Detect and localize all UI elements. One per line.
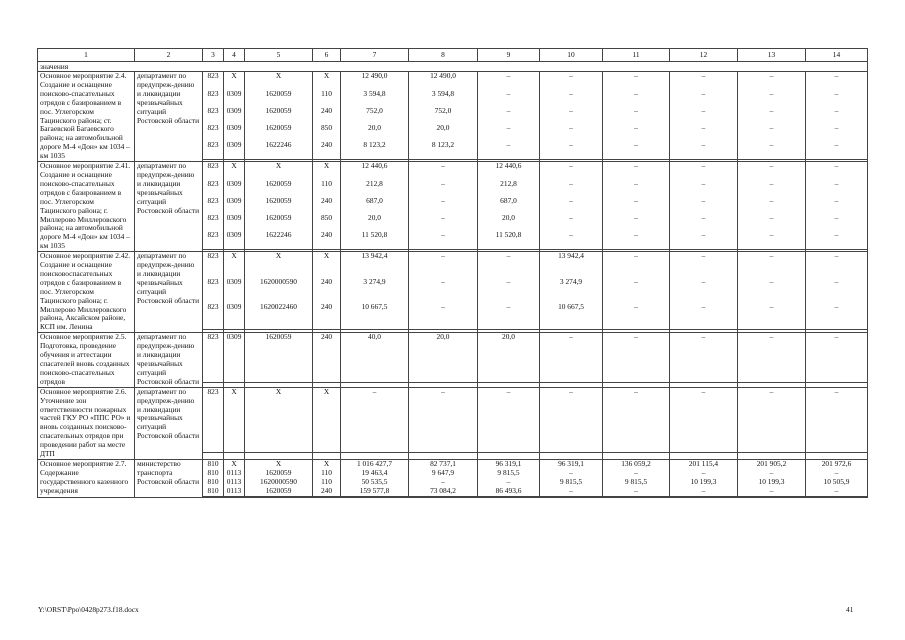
value-cell: 1620059: [245, 197, 313, 214]
value-cell: 10 199,3: [670, 478, 738, 487]
measure-description: Основное мероприятие 2.42. Создание и оснащение поисковоспасательных отрядов с базированием в пос. Углегорском Тацинского района; г. Миллерово Миллеровского района, Аксайском районе, КСП им. Ленина: [38, 252, 135, 333]
value-cell: –: [806, 387, 868, 453]
value-cell: 40,0: [341, 333, 409, 382]
value-cell: –: [540, 162, 603, 180]
value-cell: 0309: [224, 90, 245, 107]
value-cell: 240: [313, 197, 341, 214]
value-cell: 20,0: [341, 124, 409, 141]
executor: министерство транспорта Ростовской области: [135, 459, 203, 497]
measure-description: Основное мероприятие 2.7. Содержание государственного казенного учреждения: [38, 459, 135, 497]
value-cell: 240: [313, 141, 341, 159]
value-cell: 82 737,1: [409, 459, 478, 468]
value-cell: –: [670, 469, 738, 478]
table-row: [38, 387, 868, 453]
value-cell: –: [540, 214, 603, 231]
value-cell: 20,0: [478, 333, 540, 382]
value-cell: –: [478, 387, 540, 453]
value-cell: Х: [224, 162, 245, 180]
value-cell: 823: [203, 387, 224, 453]
value-cell: –: [603, 333, 670, 382]
value-cell: –: [738, 303, 806, 330]
value-cell: –: [806, 231, 868, 249]
value-cell: 0309: [224, 214, 245, 231]
value-cell: 110: [313, 478, 341, 487]
executor: департамент по предупреж-дению и ликвидации чрезвычайных ситуаций Ростовской области: [135, 333, 203, 387]
value-cell: 240: [313, 231, 341, 249]
value-cell: 3 594,8: [409, 90, 478, 107]
value-cell: –: [540, 387, 603, 453]
value-cell: 850: [313, 214, 341, 231]
value-cell: 9 647,9: [409, 469, 478, 478]
value-cell: –: [806, 197, 868, 214]
column-number: 10: [540, 49, 603, 62]
value-cell: 0309: [224, 231, 245, 249]
executor: департамент по предупреж-дению и ликвидации чрезвычайных ситуаций Ростовской области: [135, 72, 203, 162]
filler-cell: [203, 453, 224, 460]
executor: департамент по предупреж-дению и ликвидации чрезвычайных ситуаций Ростовской области: [135, 162, 203, 252]
value-cell: 823: [203, 107, 224, 124]
value-cell: –: [540, 90, 603, 107]
continuation-row: [38, 62, 868, 72]
value-cell: –: [806, 469, 868, 478]
value-cell: –: [540, 197, 603, 214]
table-body: [38, 62, 868, 498]
value-cell: –: [603, 252, 670, 279]
value-cell: –: [670, 107, 738, 124]
value-cell: 12 440,6: [341, 162, 409, 180]
value-cell: Х: [245, 162, 313, 180]
value-cell: –: [409, 180, 478, 197]
filler-cell: [341, 453, 409, 460]
value-cell: –: [603, 231, 670, 249]
value-cell: 1620059: [245, 333, 313, 382]
value-cell: 10 667,5: [540, 303, 603, 330]
value-cell: –: [540, 107, 603, 124]
filler-cell: [603, 496, 670, 497]
filler-cell: [478, 496, 540, 497]
value-cell: Х: [313, 162, 341, 180]
value-cell: 9 815,5: [540, 478, 603, 487]
budget-table: [37, 48, 868, 498]
value-cell: –: [738, 231, 806, 249]
value-cell: –: [806, 487, 868, 496]
value-cell: 823: [203, 333, 224, 382]
table-row: [38, 333, 868, 382]
table-row: [38, 162, 868, 180]
value-cell: –: [341, 387, 409, 453]
value-cell: –: [603, 72, 670, 90]
value-cell: 810: [203, 459, 224, 468]
filler-cell: [806, 496, 868, 497]
measure-description: Основное мероприятие 2.5. Подготовка, проведение обучения и аттестации спасателей вновь созданных поисково-спасательных отрядов: [38, 333, 135, 387]
value-cell: –: [478, 278, 540, 303]
value-cell: –: [540, 487, 603, 496]
value-cell: –: [738, 197, 806, 214]
value-cell: 20,0: [341, 214, 409, 231]
value-cell: –: [478, 72, 540, 90]
value-cell: –: [409, 231, 478, 249]
value-cell: 810: [203, 469, 224, 478]
value-cell: –: [603, 180, 670, 197]
filler-cell: [409, 496, 478, 497]
value-cell: 240: [313, 303, 341, 330]
value-cell: 823: [203, 124, 224, 141]
column-number-row: [38, 49, 868, 62]
column-number: 6: [313, 49, 341, 62]
value-cell: –: [806, 141, 868, 159]
value-cell: 20,0: [409, 124, 478, 141]
value-cell: 823: [203, 180, 224, 197]
value-cell: –: [738, 333, 806, 382]
filler-cell: [478, 453, 540, 460]
value-cell: Х: [245, 459, 313, 468]
value-cell: 10 667,5: [341, 303, 409, 330]
value-cell: 201 905,2: [738, 459, 806, 468]
value-cell: –: [738, 107, 806, 124]
value-cell: 11 520,8: [478, 231, 540, 249]
value-cell: 240: [313, 487, 341, 496]
value-cell: 12 440,6: [478, 162, 540, 180]
filler-cell: [603, 453, 670, 460]
value-cell: 1622246: [245, 231, 313, 249]
value-cell: 0309: [224, 107, 245, 124]
value-cell: Х: [313, 459, 341, 468]
executor: департамент по предупреж-дению и ликвидации чрезвычайных ситуаций Ростовской области: [135, 252, 203, 333]
value-cell: 86 493,6: [478, 487, 540, 496]
column-number: 5: [245, 49, 313, 62]
value-cell: –: [738, 214, 806, 231]
value-cell: –: [603, 303, 670, 330]
value-cell: –: [409, 162, 478, 180]
filler-cell: [313, 453, 341, 460]
value-cell: 8 123,2: [341, 141, 409, 159]
value-cell: –: [409, 303, 478, 330]
value-cell: 823: [203, 252, 224, 279]
value-cell: –: [540, 231, 603, 249]
value-cell: –: [478, 124, 540, 141]
value-cell: 110: [313, 90, 341, 107]
value-cell: –: [478, 141, 540, 159]
page-number: 41: [846, 605, 854, 614]
value-cell: 1620000590: [245, 478, 313, 487]
value-cell: 810: [203, 478, 224, 487]
value-cell: 212,8: [478, 180, 540, 197]
column-number: 4: [224, 49, 245, 62]
value-cell: –: [670, 252, 738, 279]
filler-cell: [540, 496, 603, 497]
value-cell: –: [670, 231, 738, 249]
value-cell: 823: [203, 231, 224, 249]
value-cell: –: [806, 333, 868, 382]
value-cell: 12 490,0: [341, 72, 409, 90]
value-cell: 823: [203, 72, 224, 90]
value-cell: –: [409, 214, 478, 231]
value-cell: 1620000590: [245, 278, 313, 303]
value-cell: 212,8: [341, 180, 409, 197]
value-cell: 10 505,9: [806, 478, 868, 487]
value-cell: –: [670, 303, 738, 330]
value-cell: 3 274,9: [341, 278, 409, 303]
value-cell: –: [670, 124, 738, 141]
value-cell: 96 319,1: [478, 459, 540, 468]
value-cell: –: [540, 180, 603, 197]
filler-cell: [670, 453, 738, 460]
value-cell: –: [738, 141, 806, 159]
value-cell: Х: [224, 387, 245, 453]
filler-cell: [341, 496, 409, 497]
value-cell: 159 577,8: [341, 487, 409, 496]
filler-cell: [224, 496, 245, 497]
value-cell: 0113: [224, 487, 245, 496]
value-cell: 0309: [224, 333, 245, 382]
value-cell: –: [670, 333, 738, 382]
value-cell: 0309: [224, 278, 245, 303]
filler-cell: [738, 496, 806, 497]
column-number: 9: [478, 49, 540, 62]
value-cell: –: [603, 124, 670, 141]
value-cell: Х: [224, 252, 245, 279]
value-cell: –: [603, 90, 670, 107]
value-cell: Х: [313, 72, 341, 90]
value-cell: –: [409, 478, 478, 487]
executor: департамент по предупреж-дению и ликвидации чрезвычайных ситуаций Ростовской области: [135, 387, 203, 459]
value-cell: 823: [203, 162, 224, 180]
value-cell: 752,0: [341, 107, 409, 124]
value-cell: Х: [224, 72, 245, 90]
measure-description: Основное мероприятие 2.6. Уточнение зон ответственности пожарных частей ГКУ РО «ППС РО» и вновь созданных поисково-спасательных отрядов при проведении работ на месте ДТП: [38, 387, 135, 459]
value-cell: 13 942,4: [341, 252, 409, 279]
value-cell: –: [670, 90, 738, 107]
value-cell: –: [806, 72, 868, 90]
value-cell: 1 016 427,7: [341, 459, 409, 468]
value-cell: 0113: [224, 478, 245, 487]
value-cell: 0309: [224, 180, 245, 197]
filler-cell: [540, 453, 603, 460]
value-cell: –: [670, 214, 738, 231]
value-cell: –: [670, 387, 738, 453]
value-cell: 20,0: [409, 333, 478, 382]
value-cell: 810: [203, 487, 224, 496]
value-cell: –: [738, 469, 806, 478]
value-cell: –: [603, 141, 670, 159]
value-cell: 1620059: [245, 180, 313, 197]
value-cell: –: [478, 90, 540, 107]
column-number: 1: [38, 49, 135, 62]
value-cell: –: [738, 278, 806, 303]
value-cell: Х: [245, 72, 313, 90]
column-number: 14: [806, 49, 868, 62]
value-cell: –: [540, 333, 603, 382]
value-cell: –: [806, 214, 868, 231]
value-cell: Х: [224, 459, 245, 468]
filler-cell: [670, 496, 738, 497]
value-cell: 73 084,2: [409, 487, 478, 496]
column-number: 3: [203, 49, 224, 62]
value-cell: 823: [203, 214, 224, 231]
value-cell: 1620059: [245, 214, 313, 231]
value-cell: –: [670, 180, 738, 197]
value-cell: –: [409, 278, 478, 303]
filler-cell: [409, 453, 478, 460]
value-cell: 96 319,1: [540, 459, 603, 468]
value-cell: –: [478, 107, 540, 124]
value-cell: –: [670, 141, 738, 159]
value-cell: –: [603, 107, 670, 124]
value-cell: Х: [313, 387, 341, 453]
value-cell: –: [603, 469, 670, 478]
value-cell: –: [603, 197, 670, 214]
value-cell: 823: [203, 303, 224, 330]
value-cell: –: [806, 124, 868, 141]
value-cell: 201 972,6: [806, 459, 868, 468]
value-cell: –: [738, 90, 806, 107]
continuation-cell: значения: [38, 62, 868, 72]
value-cell: Х: [245, 252, 313, 279]
value-cell: 136 059,2: [603, 459, 670, 468]
value-cell: –: [409, 387, 478, 453]
filler-cell: [224, 453, 245, 460]
value-cell: 240: [313, 107, 341, 124]
filler-cell: [738, 453, 806, 460]
value-cell: –: [540, 469, 603, 478]
value-cell: 687,0: [478, 197, 540, 214]
column-number: 8: [409, 49, 478, 62]
value-cell: –: [603, 387, 670, 453]
value-cell: 823: [203, 197, 224, 214]
value-cell: –: [478, 252, 540, 279]
value-cell: –: [540, 141, 603, 159]
value-cell: 3 274,9: [540, 278, 603, 303]
table-row: [38, 72, 868, 90]
value-cell: 687,0: [341, 197, 409, 214]
value-cell: –: [738, 487, 806, 496]
value-cell: 240: [313, 333, 341, 382]
value-cell: –: [738, 124, 806, 141]
filler-cell: [203, 496, 224, 497]
value-cell: 0309: [224, 141, 245, 159]
value-cell: 240: [313, 278, 341, 303]
value-cell: 850: [313, 124, 341, 141]
value-cell: –: [806, 90, 868, 107]
value-cell: 823: [203, 278, 224, 303]
value-cell: 50 535,5: [341, 478, 409, 487]
value-cell: 9 815,5: [478, 469, 540, 478]
value-cell: –: [738, 162, 806, 180]
filler-cell: [245, 496, 313, 497]
value-cell: –: [738, 180, 806, 197]
column-number: 12: [670, 49, 738, 62]
value-cell: 1620059: [245, 90, 313, 107]
value-cell: Х: [313, 252, 341, 279]
value-cell: –: [409, 252, 478, 279]
filler-cell: [313, 496, 341, 497]
value-cell: –: [540, 72, 603, 90]
value-cell: –: [670, 162, 738, 180]
value-cell: –: [603, 278, 670, 303]
value-cell: –: [409, 197, 478, 214]
value-cell: –: [603, 162, 670, 180]
table-row: [38, 459, 868, 468]
value-cell: –: [806, 252, 868, 279]
value-cell: 9 815,5: [603, 478, 670, 487]
value-cell: 823: [203, 141, 224, 159]
value-cell: –: [603, 487, 670, 496]
value-cell: Х: [245, 387, 313, 453]
value-cell: 1620022460: [245, 303, 313, 330]
document-path: Y:\ORST\Ppo\0428p273.f18.docx: [38, 605, 139, 614]
value-cell: –: [806, 180, 868, 197]
value-cell: 0309: [224, 124, 245, 141]
column-number: 11: [603, 49, 670, 62]
value-cell: 0113: [224, 469, 245, 478]
value-cell: 0309: [224, 197, 245, 214]
value-cell: 110: [313, 469, 341, 478]
value-cell: 13 942,4: [540, 252, 603, 279]
value-cell: 8 123,2: [409, 141, 478, 159]
column-number: 2: [135, 49, 203, 62]
value-cell: –: [806, 303, 868, 330]
value-cell: –: [738, 387, 806, 453]
value-cell: 19 463,4: [341, 469, 409, 478]
measure-description: Основное мероприятие 2.41. Создание и оснащение поисково-спасательных отрядов с базированием в пос. Углегорском Тацинского района; г. Миллерово Миллеровского района; на автомобильной дороге М-4 «Дон» км 1034 – км 1035: [38, 162, 135, 252]
value-cell: 201 115,4: [670, 459, 738, 468]
value-cell: 1620059: [245, 124, 313, 141]
value-cell: 1620059: [245, 469, 313, 478]
value-cell: –: [603, 214, 670, 231]
value-cell: 0309: [224, 303, 245, 330]
value-cell: –: [478, 303, 540, 330]
value-cell: –: [806, 278, 868, 303]
table-row: [38, 252, 868, 279]
measure-description: Основное мероприятие 2.4. Создание и оснащение поисково-спасательных отрядов с базированием в пос. Углегорском Тацинского района; ст. Багаевской Багаевского района; на автомобильной дороге М-4 «Дон» км 1034 – км 1035: [38, 72, 135, 162]
value-cell: –: [738, 72, 806, 90]
value-cell: 823: [203, 90, 224, 107]
value-cell: –: [670, 197, 738, 214]
value-cell: 12 490,0: [409, 72, 478, 90]
value-cell: 1620059: [245, 487, 313, 496]
value-cell: –: [806, 107, 868, 124]
value-cell: 752,0: [409, 107, 478, 124]
value-cell: 11 520,8: [341, 231, 409, 249]
value-cell: 10 199,3: [738, 478, 806, 487]
value-cell: –: [806, 162, 868, 180]
value-cell: –: [540, 124, 603, 141]
value-cell: 20,0: [478, 214, 540, 231]
column-number: 13: [738, 49, 806, 62]
value-cell: 1622246: [245, 141, 313, 159]
value-cell: –: [670, 72, 738, 90]
value-cell: 110: [313, 180, 341, 197]
filler-cell: [245, 453, 313, 460]
value-cell: 1620059: [245, 107, 313, 124]
value-cell: –: [478, 478, 540, 487]
value-cell: –: [670, 487, 738, 496]
value-cell: –: [670, 278, 738, 303]
value-cell: –: [738, 252, 806, 279]
column-number: 7: [341, 49, 409, 62]
filler-cell: [806, 453, 868, 460]
value-cell: 3 594,8: [341, 90, 409, 107]
